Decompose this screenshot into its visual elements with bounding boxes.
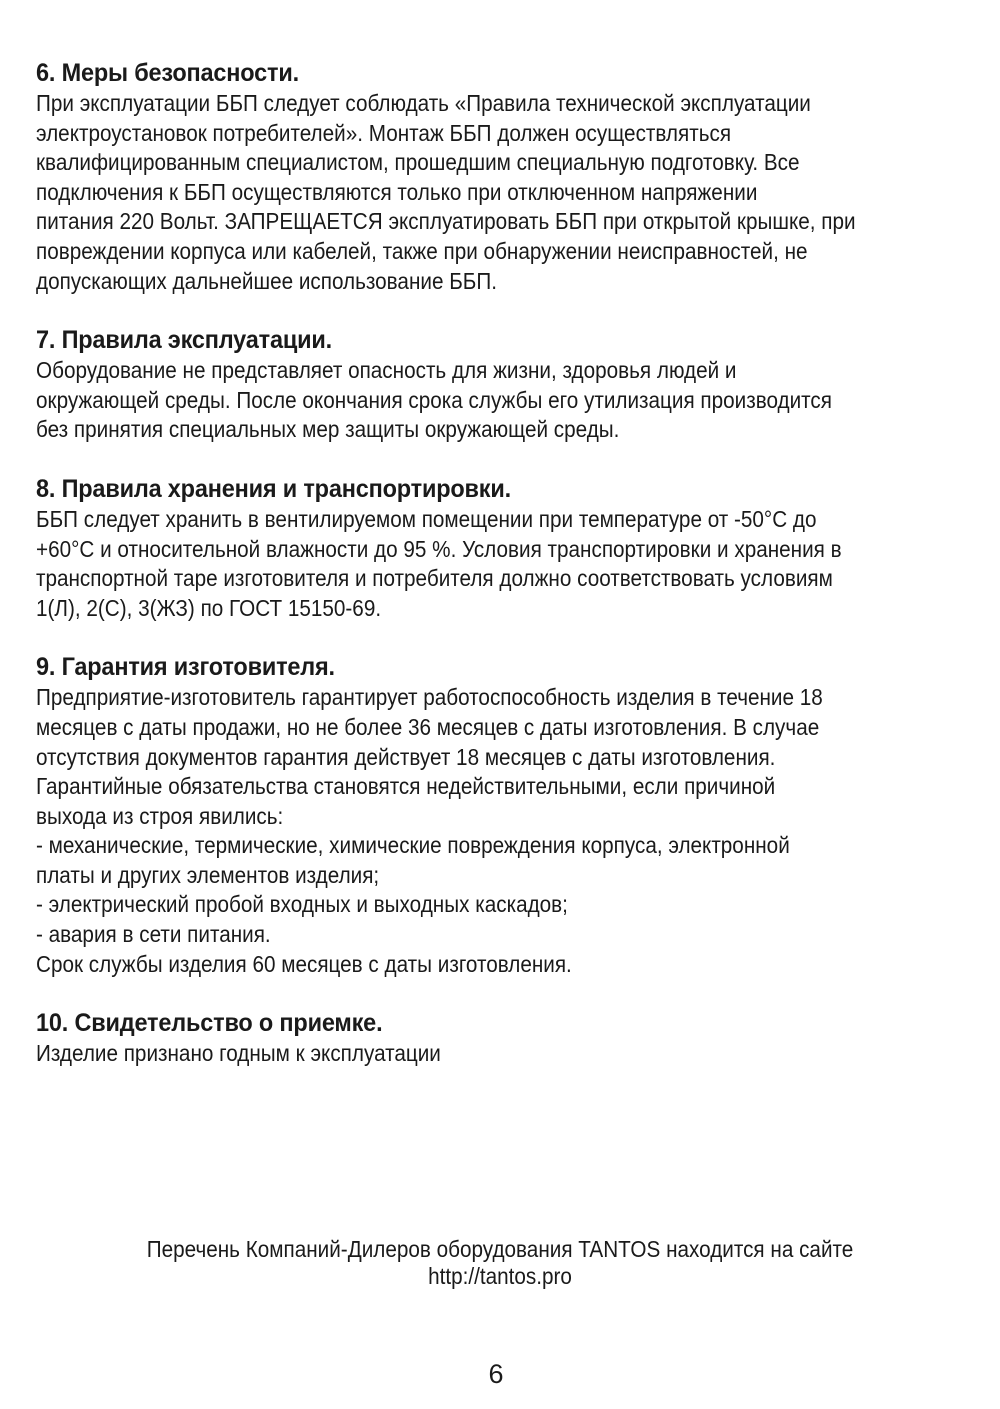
paragraph-line: - авария в сети питания.: [36, 921, 271, 948]
paragraph-line: платы и других элементов изделия;: [36, 861, 380, 888]
paragraph-line: Оборудование не представляет опасность для жизни, здоровья людей и: [36, 357, 737, 384]
paragraph-line: допускающих дальнейшее использование ББП.: [36, 267, 498, 294]
section-heading: 6. Меры безопасности.: [36, 59, 299, 87]
paragraph-line: отсутствия документов гарантия действует 18 месяцев с даты изготовления.: [36, 743, 776, 770]
section-operation-rules: [36, 324, 966, 445]
footer-url: http://tantos.pro: [428, 1263, 572, 1289]
section-heading: 9. Гарантия изготовителя.: [36, 653, 335, 682]
paragraph-line: питания 220 Вольт. ЗАПРЕЩАЕТСЯ эксплуатировать ББП при открытой крышке, при: [36, 208, 856, 235]
section-heading: 8. Правила хранения и транспортировки.: [36, 474, 511, 503]
paragraph-line: электроустановок потребителей». Монтаж ББП должен осуществляться: [36, 119, 732, 146]
paragraph-line: При эксплуатации ББП следует соблюдать «Правила технической эксплуатации: [36, 90, 811, 116]
section-safety: [36, 57, 966, 296]
paragraph-line: месяцев с даты продажи, но не более 36 месяцев с даты изготовления. В случае: [36, 713, 820, 740]
paragraph-line: подключения к ББП осуществляются только при отключенном напряжении: [36, 178, 758, 205]
footer-text: Перечень Компаний-Дилеров оборудования TANTOS находится на сайте: [146, 1236, 854, 1262]
document-body: [36, 57, 966, 1097]
section-warranty: [36, 651, 966, 979]
paragraph-line: - электрический пробой входных и выходных каскадов;: [36, 891, 568, 918]
section-heading: 7. Правила эксплуатации.: [36, 326, 332, 355]
paragraph-line: транспортной таре изготовителя и потребителя должно соответствовать условиям: [36, 565, 833, 592]
paragraph-line: квалифицированным специалистом, прошедшим специальную подготовку. Все: [36, 149, 800, 176]
paragraph-line: - механические, термические, химические повреждения корпуса, электронной: [36, 832, 790, 859]
paragraph-line: +60°С и относительной влажности до 95 %. Условия транспортировки и хранения в: [36, 535, 842, 562]
paragraph-line: Гарантийные обязательства становятся недействительными, если причиной: [36, 773, 776, 800]
paragraph-line: Изделие признано годным к эксплуатации: [36, 1040, 441, 1067]
section-acceptance-certificate: [36, 1007, 966, 1069]
paragraph-line: Предприятие-изготовитель гарантирует работоспособность изделия в течение 18: [36, 684, 823, 711]
paragraph-line: без принятия специальных мер защиты окружающей среды.: [36, 416, 620, 443]
paragraph-line: выхода из строя явились:: [36, 802, 284, 829]
paragraph-line: Срок службы изделия 60 месяцев с даты изготовления.: [36, 950, 572, 977]
paragraph-line: ББП следует хранить в вентилируемом помещении при температуре от -50°С до: [36, 505, 817, 532]
section-heading: 10. Свидетельство о приемке.: [36, 1009, 383, 1038]
section-storage-transport: [36, 473, 966, 623]
paragraph-line: 1(Л), 2(С), 3(ЖЗ) по ГОСТ 15150-69.: [36, 594, 382, 621]
page-number: 6: [488, 1359, 504, 1389]
paragraph-line: окружающей среды. После окончания срока службы его утилизация производится: [36, 386, 832, 413]
paragraph-line: повреждении корпуса или кабелей, также при обнаружении неисправностей, не: [36, 237, 808, 264]
footer-dealers-note: [0, 1236, 1000, 1290]
